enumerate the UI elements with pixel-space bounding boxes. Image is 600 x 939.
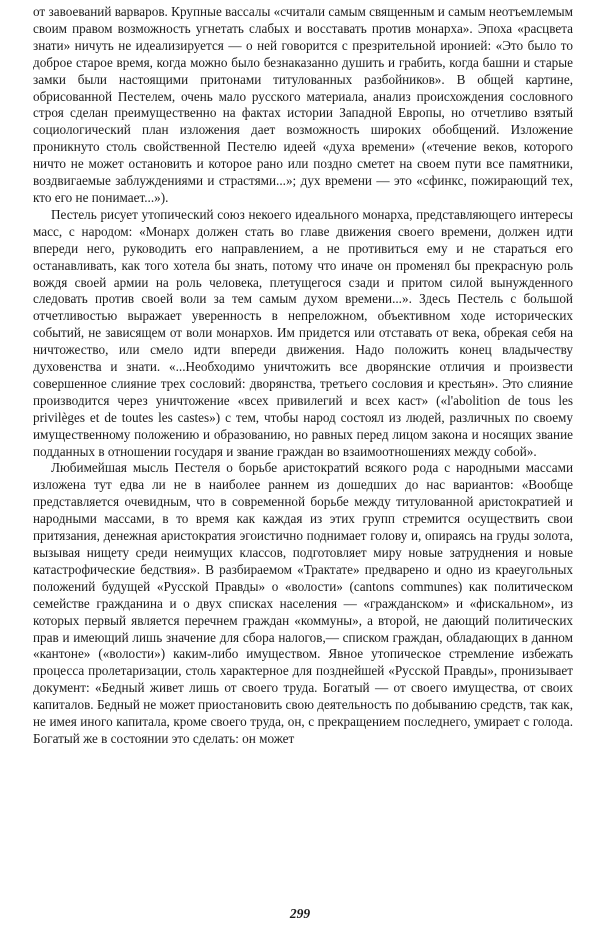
page-number: 299 — [289, 906, 311, 921]
paragraph-1: от завоеваний варваров. Крупные вассалы «считали самым священным и самым неотъемлемым своим правом возможность угнетать слабых и восставать против монарха». Эпоха «расцвета знати» ничуть не идеализируется — о ней говорится с презрительной иронией: «Это было то доброе старое время, когда можно было безнаказанно душить и грабить, когда башни и старые замки были настоящими притонами титулованных разбойников». В общей картине, обрисованной Пестелем, очень мало русского материала, анализ происхождения сословного строя сделан преимущественно на фактах истории Западной Европы, но отчетливо взятый социологический план изложения дает возможность широких обобщений. Изложение проникнуто столь свойственной Пестелю идеей «духа времени» («течение веков, которого ничто не может остановить и которое рано или поздно сметет на своем пути все памятники, воздвигаемые заблуждениями и страстями...»; дух времени — это «сфинкс, пожирающий тех, кто его не понимает...»). — [33, 4, 573, 205]
page-body — [33, 4, 573, 748]
paragraph-3: Любимейшая мысль Пестеля о борьбе аристократий всякого рода с народными массами изложена тут едва ли не в наиболее раннем из дошедших до нас вариантов: «Вообще представляется очевидным, что в современной борьбе между титулованной аристократией и народными массами, в то время как каждая из этих групп стремится осуществить свои притязания, денежная аристократия эгоистично поднимает голову и, опираясь на груды золота, вызывая нищету среди неимущих классов, подготовляет миру новые затруднения и новые катастрофические бедствия». В разбираемом «Трактате» предварено и одно из краеугольных положений будущей «Русской Правды» о «волости» (cantons communes) как политическом семействе гражданина и о двух списках населения — «гражданском» и «фискальном», из которых первый является перечнем граждан «коммуны», а второй, не дающий политических прав и имеющий лишь значение для сбора налогов,— списком граждан, обладающих в данном «кантоне» («волости») каким-либо имуществом. Явное утопическое стремление избежать процесса пролетаризации, столь характерное для позднейшей «Русской Правды», пронизывает документ: «Бедный живет лишь от своего труда. Богатый — от своего имущества, от своих капиталов. Бедный не может приостановить свою деятельность по добыванию средств, так как, не имея иного капитала, кроме своего труда, он, с прекращением последнего, умирает с голода. Богатый же в состоянии это сделать: он может — [33, 460, 573, 746]
paragraph-2: Пестель рисует утопический союз некоего идеального монарха, представляющего интересы масс, с народом: «Монарх должен стать во главе движения своего времени, должен идти впереди него, руководить его направлением, а не противиться ему и не стараться его останавливать, как того хотела бы знать, потому что иначе он променял бы прекрасную роль вождя своей армии на роль человека, плетущегося сзади и притом силой вынужденного следовать против своей воли за тем самым духом времени...». Здесь Пестель с большой отчетливостью выражает уверенность в непреложном, объективном ходе исторических событий, не зависящем от воли монархов. Им придется или отставать от века, обрекая себя на ничтожество, или смело идти впереди движения. Надо положить конец владычеству духовенства и знати. «...Необходимо уничтожить все дворянские отличия и произвести совершенное слияние трех сословий: дворянства, третьего сословия и крестьян». Это слияние производится через уничтожение «всех привилегий и всех каст» («l'abolition de tous les privilèges et de toutes les castes») с тем, чтобы народ состоял из людей, различных по своему имущественному положению и образованию, но равных перед лицом закона и носящих звание подданных в отношении государя и звание граждан во взаимоотношениях между собой». — [33, 206, 573, 459]
